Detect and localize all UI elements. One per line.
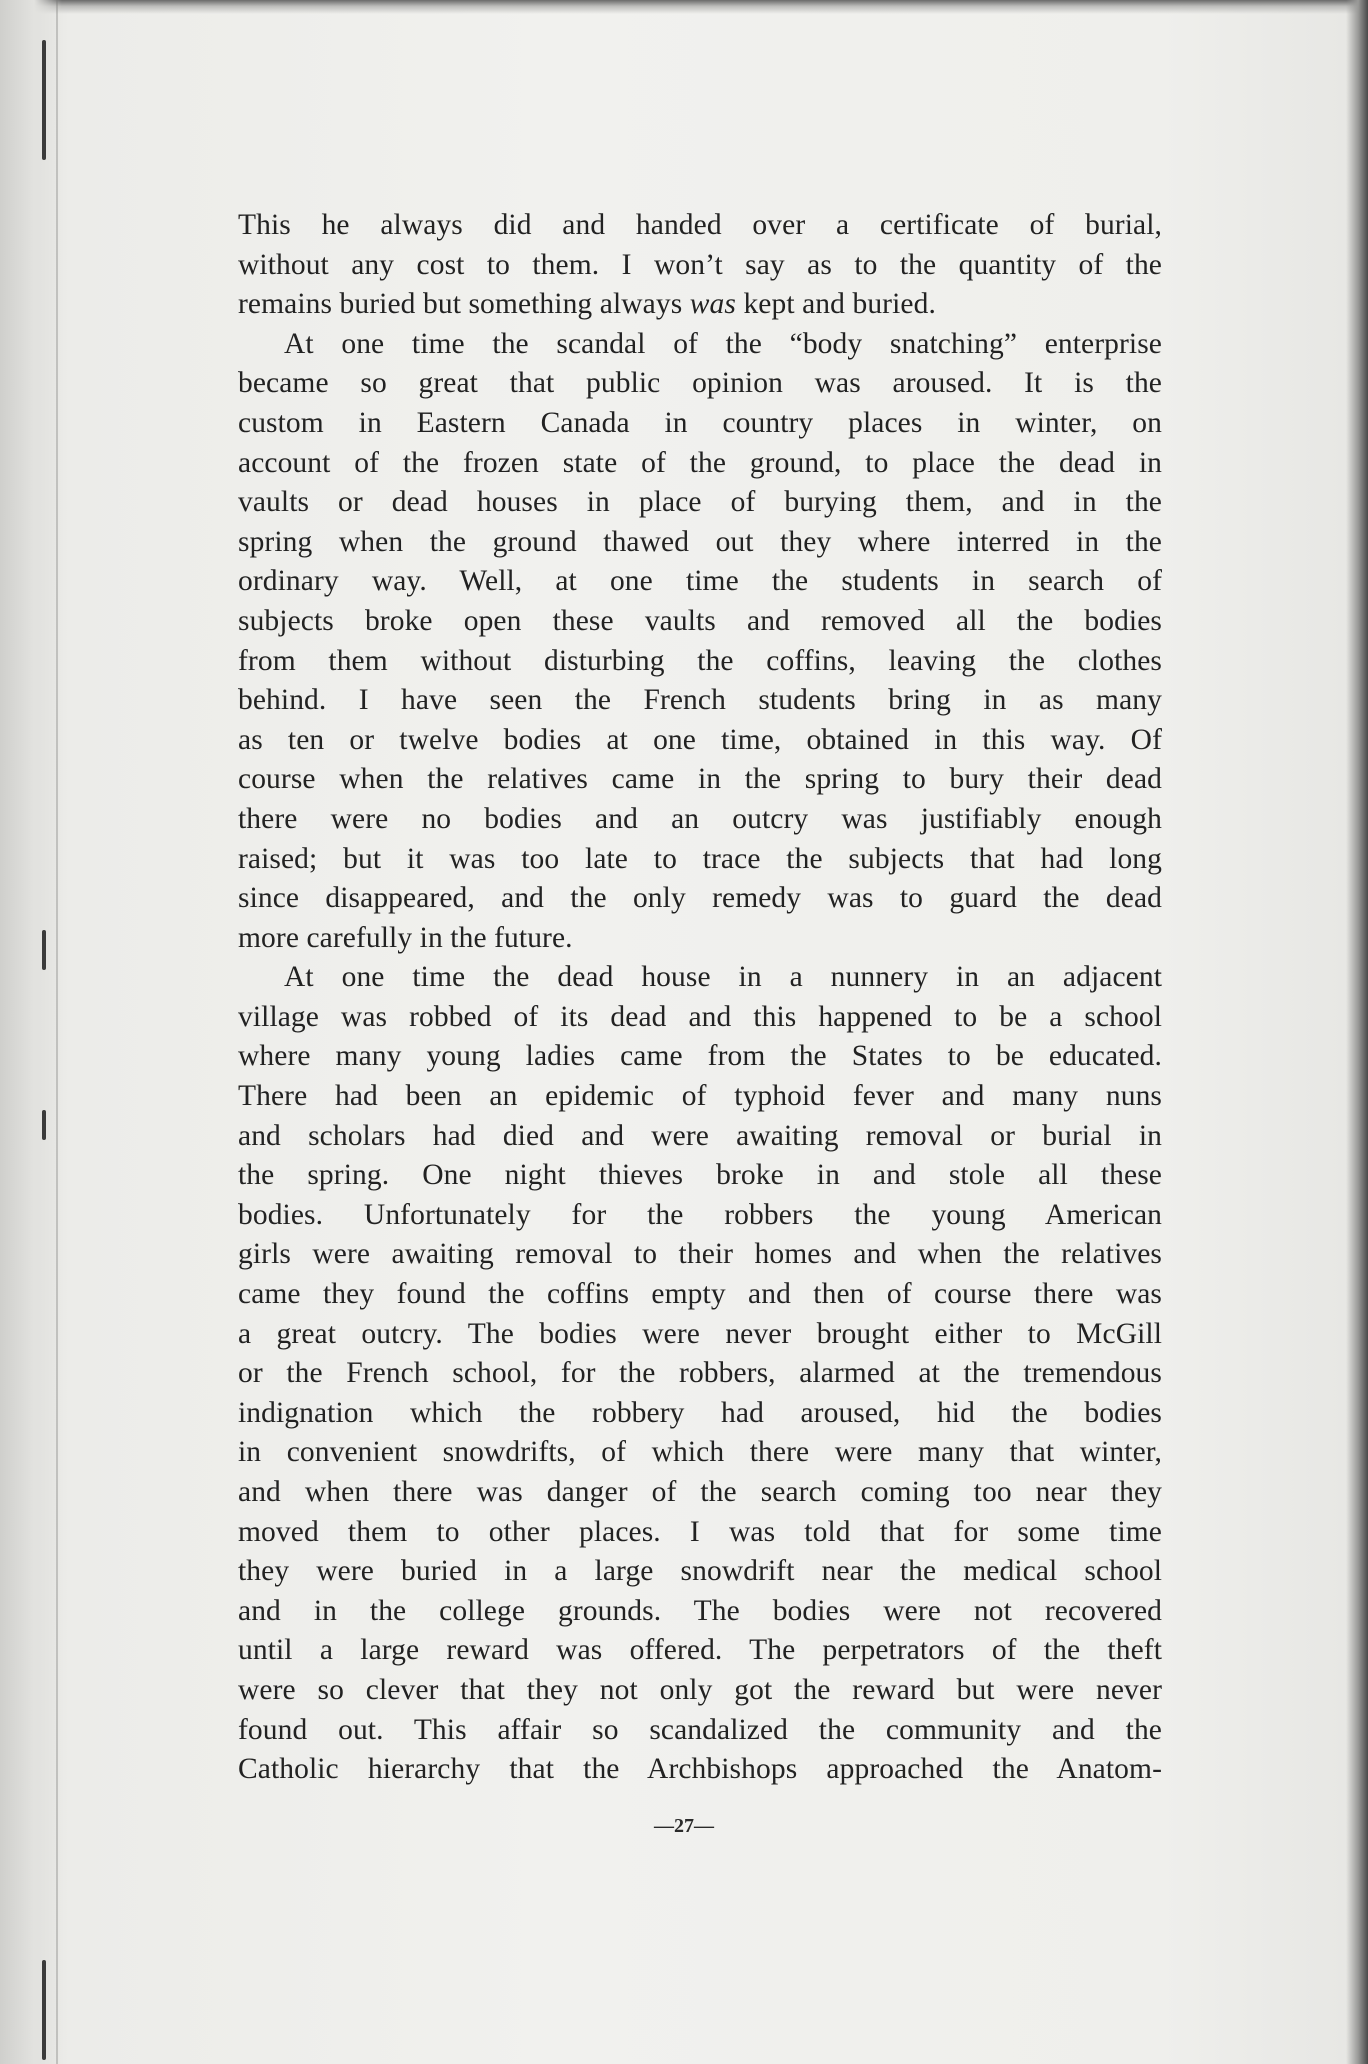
text-line: came they found the coffins empty and then of course there was xyxy=(238,1278,1162,1311)
top-edge-shadow xyxy=(0,0,1368,14)
text-line: they were buried in a large snowdrift near the medical school xyxy=(238,1555,1162,1588)
text-line: and in the college grounds. The bodies were not recovered xyxy=(238,1594,1162,1627)
binding-mark xyxy=(42,1110,46,1140)
text-line: since disappeared, and the only remedy was to guard the dead xyxy=(238,882,1162,915)
text-line: This he always did and handed over a certificate of burial, xyxy=(238,209,1162,241)
body-text xyxy=(238,206,1162,1790)
text-line: moved them to other places. I was told that for some time xyxy=(238,1515,1162,1548)
text-line: without any cost to them. I won’t say as to the quantity of the xyxy=(238,248,1162,281)
text-segment: remains buried but something always xyxy=(238,288,690,321)
text-segment: kept and buried. xyxy=(735,288,936,321)
text-line: more carefully in the future. xyxy=(238,921,573,954)
text-line: became so great that public opinion was aroused. It is the xyxy=(238,367,1162,400)
text-line: At one time the dead house in a nunnery in an adjacent xyxy=(284,961,1162,994)
text-line: found out. This affair so scandalized the community and the xyxy=(238,1713,1162,1746)
binding-mark xyxy=(42,40,46,160)
text-line: a great outcry. The bodies were never brought either to McGill xyxy=(238,1317,1162,1350)
text-line: ordinary way. Well, at one time the students in search of xyxy=(238,565,1162,598)
emphasized-word: was xyxy=(689,288,736,321)
text-line: course when the relatives came in the spring to bury their dead xyxy=(238,763,1162,796)
text-line: from them without disturbing the coffins, leaving the clothes xyxy=(238,644,1162,677)
page-number: —27— xyxy=(654,1815,714,1837)
text-line: until a large reward was offered. The perpetrators of the theft xyxy=(238,1634,1162,1667)
text-line: girls were awaiting removal to their homes and when the relatives xyxy=(238,1238,1162,1271)
binding-mark xyxy=(42,930,46,970)
text-line: as ten or twelve bodies at one time, obtained in this way. Of xyxy=(238,723,1162,756)
text-line: or the French school, for the robbers, alarmed at the tremendous xyxy=(238,1357,1162,1390)
text-line: where many young ladies came from the States to be educated. xyxy=(238,1040,1162,1073)
binding-gutter xyxy=(0,0,62,2064)
text-line: raised; but it was too late to trace the subjects that had long xyxy=(238,842,1162,875)
text-line: Catholic hierarchy that the Archbishops approached the Anatom- xyxy=(238,1753,1162,1786)
right-edge-shadow xyxy=(1346,0,1368,2064)
text-line xyxy=(238,285,1162,325)
text-line: custom in Eastern Canada in country places in winter, on xyxy=(238,406,1162,439)
text-line: were so clever that they not only got the reward but were never xyxy=(238,1673,1162,1706)
gutter-fold-line xyxy=(56,0,58,2064)
text-line: There had been an epidemic of typhoid fever and many nuns xyxy=(238,1080,1162,1113)
binding-mark xyxy=(42,1960,46,2060)
text-line: vaults or dead houses in place of burying them, and in the xyxy=(238,486,1162,519)
text-line: there were no bodies and an outcry was justifiably enough xyxy=(238,802,1162,835)
text-line: in convenient snowdrifts, of which there were many that winter, xyxy=(238,1436,1162,1469)
text-line: bodies. Unfortunately for the robbers the young American xyxy=(238,1198,1162,1231)
text-line: village was robbed of its dead and this happened to be a school xyxy=(238,1000,1162,1033)
text-line: At one time the scandal of the “body snatching” enterprise xyxy=(284,327,1162,360)
text-line: spring when the ground thawed out they where interred in the xyxy=(238,525,1162,558)
text-line: account of the frozen state of the ground, to place the dead in xyxy=(238,446,1162,479)
text-line: and when there was danger of the search coming too near they xyxy=(238,1476,1162,1508)
text-line: subjects broke open these vaults and removed all the bodies xyxy=(238,604,1162,637)
text-line: and scholars had died and were awaiting removal or burial in xyxy=(238,1119,1162,1152)
text-line: behind. I have seen the French students bring in as many xyxy=(238,684,1162,717)
text-line: the spring. One night thieves broke in and stole all these xyxy=(238,1159,1162,1192)
text-line: indignation which the robbery had aroused, hid the bodies xyxy=(238,1396,1162,1429)
